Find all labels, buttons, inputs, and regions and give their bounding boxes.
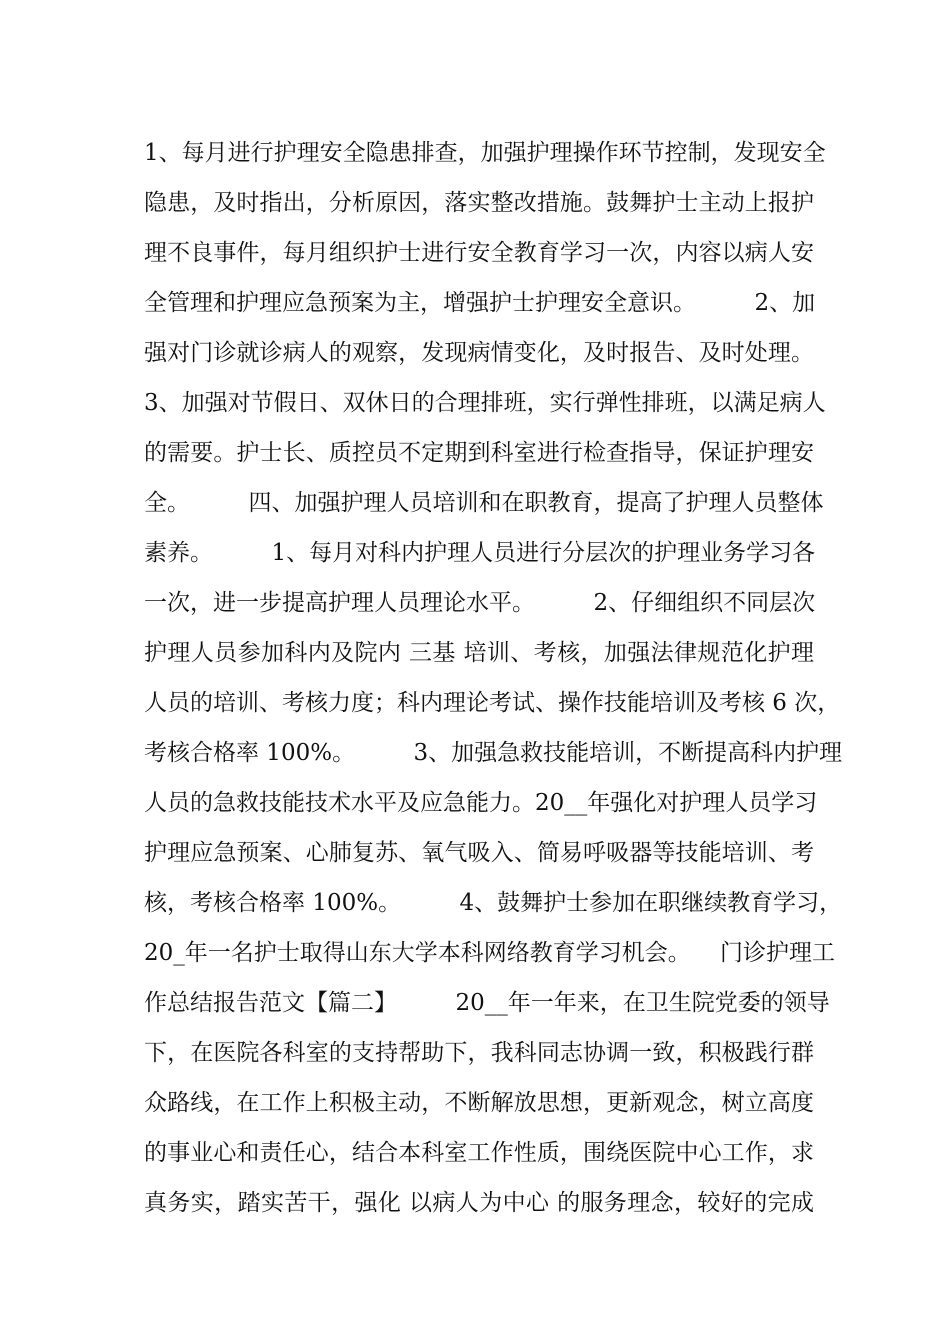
text-line-12: 人员的培训、考核力度；科内理论考试、操作技能培训及考核 6 次， [144, 690, 841, 716]
text-line-13: 考核合格率 100%。 3、加强急救技能培训，不断提高科内护理 [144, 740, 843, 766]
body-text [144, 128, 843, 1228]
text-line-2: 隐患，及时指出，分析原因，落实整改措施。鼓舞护士主动上报护 [144, 190, 814, 216]
text-line-8: 全。 四、加强护理人员培训和在职教育，提高了护理人员整体 [144, 490, 824, 516]
text-line-21: 的事业心和责任心，结合本科室工作性质，围绕医院中心工作，求 [144, 1140, 814, 1166]
text-line-17: 20_年一名护士取得山东大学本科网络教育学习机会。 门诊护理工 [144, 940, 836, 966]
text-line-22: 真务实，踏实苦干，强化 以病人为中心 的服务理念，较好的完成 [144, 1190, 814, 1216]
text-line-14: 人员的急救技能技术水平及应急能力。20__年强化对护理人员学习 [144, 790, 818, 816]
text-line-18: 作总结报告范文【篇二】 20__年一年来，在卫生院党委的领导 [144, 990, 830, 1016]
text-line-11: 护理人员参加科内及院内 三基 培训、考核，加强法律规范化护理 [144, 640, 814, 666]
text-line-7: 的需要。护士长、质控员不定期到科室进行检查指导，保证护理安 [144, 440, 814, 466]
text-line-6: 3、加强对节假日、双休日的合理排班，实行弹性排班，以满足病人 [144, 390, 826, 416]
text-line-1: 1、每月进行护理安全隐患排查，加强护理操作环节控制，发现安全 [144, 140, 826, 166]
text-line-16: 核，考核合格率 100%。 4、鼓舞护士参加在职继续教育学习， [144, 890, 843, 916]
text-line-20: 众路线，在工作上积极主动，不断解放思想，更新观念，树立高度 [144, 1090, 814, 1116]
text-line-4: 全管理和护理应急预案为主，增强护士护理安全意识。 2、加 [144, 290, 816, 316]
text-line-19: 下，在医院各科室的支持帮助下，我科同志协调一致，积极践行群 [144, 1040, 814, 1066]
text-line-5: 强对门诊就诊病人的观察，发现病情变化，及时报告、及时处理。 [144, 340, 814, 366]
text-line-3: 理不良事件，每月组织护士进行安全教育学习一次，内容以病人安 [144, 240, 814, 266]
text-line-15: 护理应急预案、心肺复苏、氧气吸入、简易呼吸器等技能培训、考 [144, 840, 814, 866]
text-line-10: 一次，进一步提高护理人员理论水平。 2、仔细组织不同层次 [144, 590, 816, 616]
text-line-9: 素养。 1、每月对科内护理人员进行分层次的护理业务学习各 [144, 540, 816, 566]
